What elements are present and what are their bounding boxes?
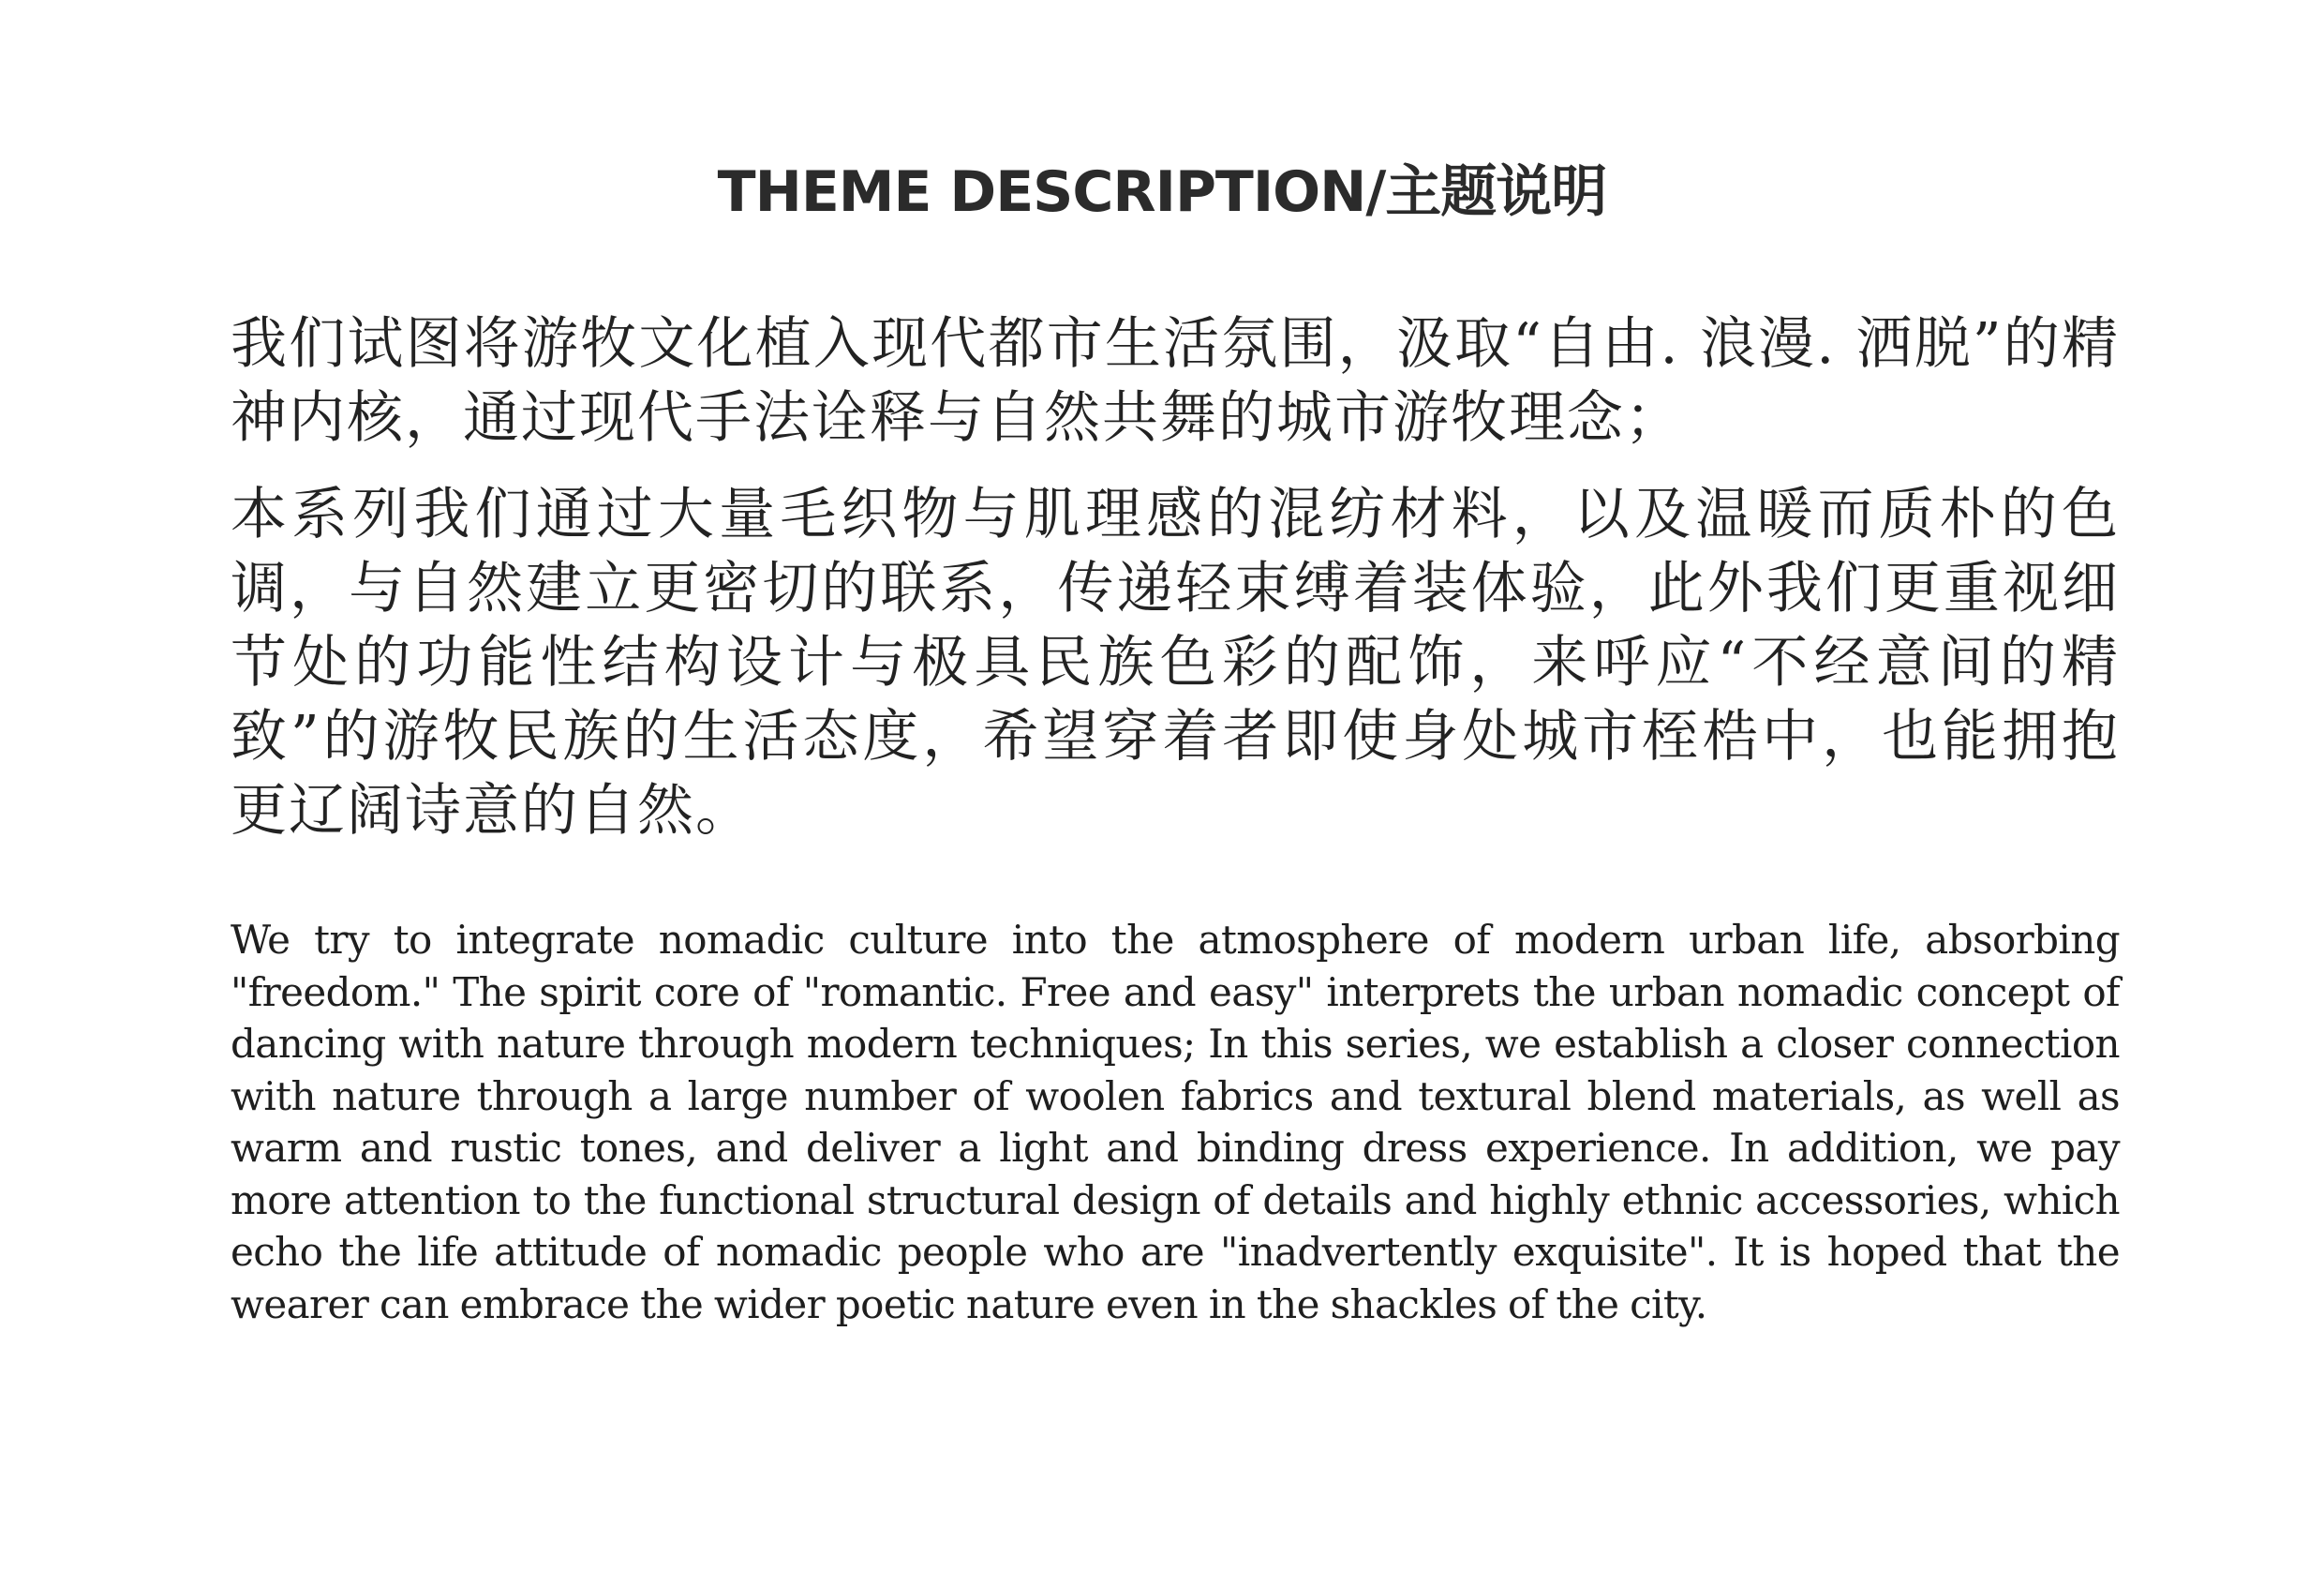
chinese-paragraph-2: 本系列我们通过大量毛织物与肌理感的混纺材料，以及温暖而质朴的色调，与自然建立更密切的联系，传递轻束缚着装体验，此外我们更重视细节处的功能性结构设计与极具民族色彩的配饰，来呼应“不经意间的精致”的游牧民族的生活态度，希望穿着者即使身处城市桎梏中，也能拥抱更辽阔诗意的自然。 — [231, 482, 2121, 844]
english-paragraph: We try to integrate nomadic culture into the atmosphere of modern urban life, absorbing "freedom." The spirit core of "romantic. Free and easy" interprets the urban nomadic concept of dancing with nature through modern techniques; In this series, we establish a closer connection with nature through a large number of woolen fabrics and textural blend materials, as well as warm and rustic tones, and deliver a light and binding dress experience. In addition, we pay more attention to the functional structural design of details and highly ethnic accessories, which echo the life attitude of nomadic people who are "inadvertently exquisite". It is hoped that the wearer can embrace the wider poetic nature even in the shackles of the city. — [231, 917, 2120, 1327]
chinese-paragraph-1: 我们试图将游牧文化植入现代都市生活氛围，汲取“自由. 浪漫. 洒脱”的精神内核，通过现代手法诠释与自然共舞的城市游牧理念； — [231, 311, 2120, 451]
page-title: THEME DESCRIPTION/主题说明 — [717, 159, 1607, 225]
